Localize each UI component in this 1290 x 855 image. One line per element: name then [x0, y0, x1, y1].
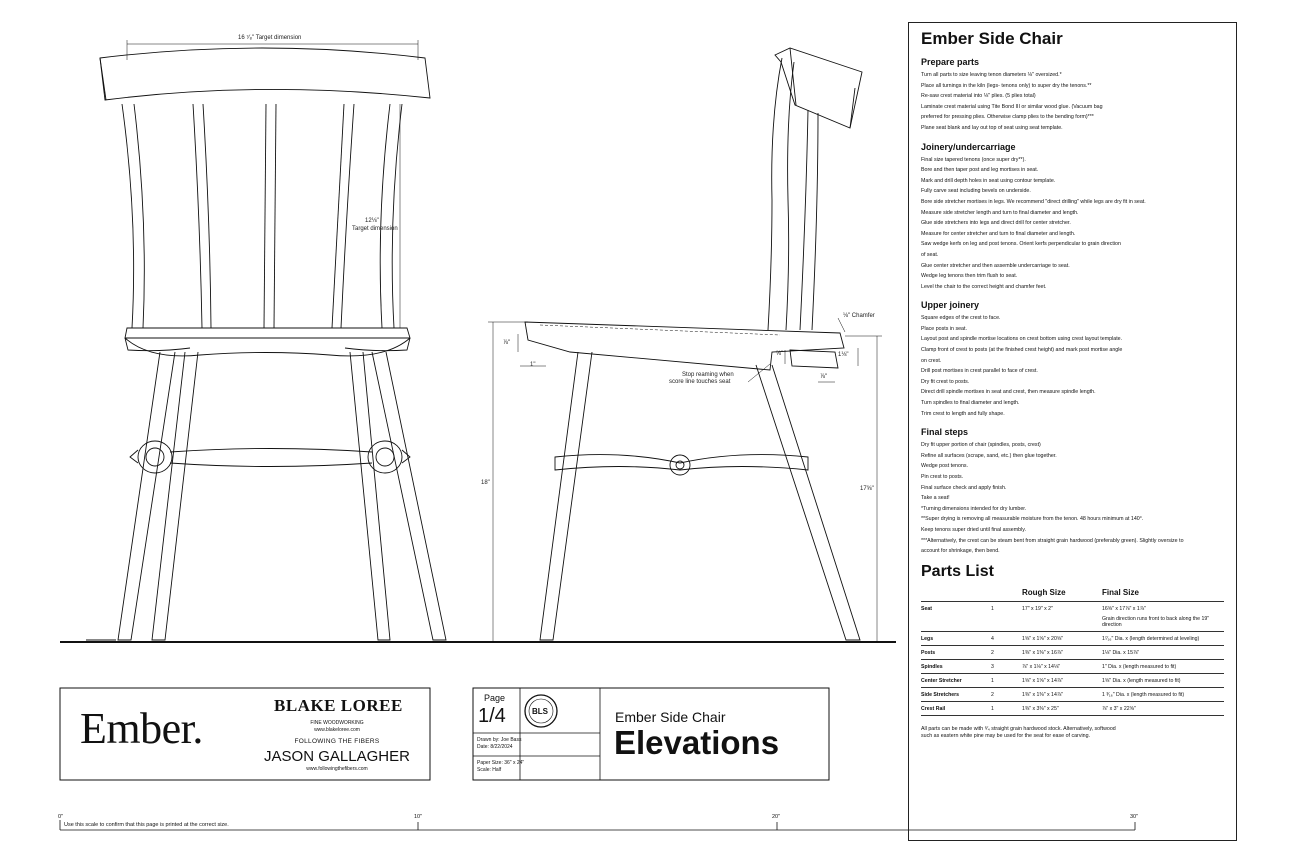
part-final-size: 1" Dia. x (length measured to fit): [1102, 663, 1177, 670]
final-size-header: Final Size: [1102, 588, 1139, 598]
step-line: preferred for pressing plies. Otherwise clamp plies to the bending form)***: [921, 114, 1094, 121]
seat-setback-dimension: 1": [530, 362, 536, 368]
step-line: Bore and then taper post and leg mortises in seat.: [921, 167, 1039, 174]
part-name: Crest Rail: [921, 705, 946, 712]
side-stretcher: [555, 455, 808, 470]
parts-list-header: [921, 585, 1224, 602]
front-left-stretcher-end: [138, 441, 172, 473]
step-line: Dry fit upper portion of chair (spindles, posts, crest): [921, 442, 1041, 449]
front-seat: [125, 328, 410, 338]
part-name: Seat: [921, 605, 932, 612]
part-final-size: 1 ³⁄₁₆" Dia. x (length measured to fit): [1102, 691, 1185, 698]
step-line: Re-saw crest material into ⅛" plies. (5 plies total): [921, 93, 1036, 100]
step-line: Take a seat!: [921, 495, 950, 502]
bevel-dimension-c: ⅞": [820, 374, 828, 380]
step-line: Glue center stretcher and then assemble undercarriage to seat.: [921, 262, 1070, 269]
step-line: Refine all surfaces (scrape, sand, etc.) then glue together.: [921, 452, 1057, 459]
side-front-leg: [540, 352, 592, 640]
parts-row: [921, 674, 1224, 688]
spindle-height-dimension: 12⅛": [365, 218, 379, 224]
side-spindle: [800, 110, 808, 330]
scale-tick-10: 10": [414, 814, 423, 820]
parts-list-rows: [921, 602, 1224, 716]
spindle-height-note: Target dimension: [352, 226, 398, 232]
part-name: Spindles: [921, 663, 943, 670]
scale-tick-30: 30": [1130, 814, 1139, 820]
section-steps: [921, 313, 1224, 419]
seat-height-back: 17⅝": [860, 486, 874, 492]
footnote-line: ***Alternatively, the crest can be steam bent from straight grain hardwood (preferably green). Slightly oversize to: [921, 537, 1184, 544]
front-right-inner-leg: [350, 352, 390, 640]
step-line: Plane seat blank and lay out top of seat using seat template.: [921, 124, 1063, 131]
side-crest-rail: [775, 48, 862, 128]
footnote-line: Keep tenons super dried until final assembly.: [921, 526, 1027, 533]
designer-url: www.followingthefibers.com: [306, 766, 368, 772]
step-line: Level the chair to the correct height and chamfer feet.: [921, 283, 1047, 290]
step-line: Measure side stretcher length and turn to final diameter and length.: [921, 209, 1079, 216]
step-line: Trim crest to length and fully shape.: [921, 410, 1005, 417]
part-rough-size: 1⅜" x 1⅜" x 14⅞": [1022, 691, 1063, 698]
scale-note: Use this scale to confirm that this page is printed at the correct size.: [64, 822, 229, 828]
step-line: Mark and drill depth holes in seat using contour template.: [921, 177, 1056, 184]
chamfer-dimension: ⅛" Chamfer: [843, 313, 875, 319]
seat-thickness-dimension: ⅞": [503, 340, 511, 346]
front-spindle-left: [193, 104, 202, 328]
part-rough-size: 1⅝" x 1⅝" x 14⅞": [1022, 677, 1063, 684]
step-line: Layout post and spindle mortise locations on crest bottom using crest layout template.: [921, 336, 1123, 343]
ream-note-line2: score line touches seat: [669, 379, 731, 385]
step-line: Square edges of the crest to face.: [921, 315, 1001, 322]
section-heading: Prepare parts: [921, 57, 980, 67]
part-qty: 2: [991, 691, 994, 698]
part-rough-size: 1⅜" x 1⅜" x 16⅞": [1022, 649, 1063, 656]
part-name: Side Stretchers: [921, 691, 960, 698]
part-rough-size: 1⅝" x 1⅝" x 20⅝": [1022, 635, 1063, 642]
step-line: Pin crest to posts.: [921, 474, 964, 480]
section-heading: Final steps: [921, 427, 969, 438]
step-line: Laminate crest material using Tite Bond III or similar wood glue. (Vacuum bag: [921, 103, 1103, 110]
section-heading: Upper joinery: [921, 300, 980, 311]
part-rough-size: 1⅜" x 3⅜" x 25": [1022, 705, 1059, 712]
drawing-date: Date: 8/22/2024: [477, 744, 513, 750]
front-center-stretcher: [170, 449, 372, 467]
part-name: Center Stretcher: [921, 677, 962, 684]
blake-loree-logo: BLAKE LOREE: [274, 696, 403, 715]
bevel-dimension-b: 1⅛": [838, 352, 849, 358]
side-elevation: [488, 48, 882, 642]
drawn-by: Drawn by: Joe Bass: [477, 737, 522, 743]
step-line: Saw wedge kerfs on leg and post tenons. Orient kerfs perpendicular to grain direction: [921, 241, 1121, 248]
section-steps: [921, 155, 1224, 293]
paper-size: Paper Size: 36" x 24": [477, 760, 525, 766]
monogram-icon: BLS: [532, 707, 548, 716]
parts-row: [921, 702, 1224, 716]
step-line: Fully carve seat including bevels on underside.: [921, 188, 1031, 195]
bevel-dimension-a: ⅝": [776, 351, 784, 357]
step-line: Measure for center stretcher and turn to final diameter and length.: [921, 230, 1076, 237]
parts-row: [921, 602, 1224, 632]
footnote-line: *Turning dimensions intended for dry lumber.: [921, 505, 1027, 512]
step-line: of seat.: [921, 251, 939, 258]
designer-name: JASON GALLAGHER: [264, 748, 410, 765]
tagline: FOLLOWING THE FIBERS: [294, 738, 380, 745]
parts-row: [921, 688, 1224, 702]
step-line: Direct drill spindle mortises in seat and crest, then measure spindle length.: [921, 389, 1096, 396]
part-final-size: ⅞" x 3" x 22⅝": [1102, 705, 1136, 712]
part-final-size: 16⅝" x 17⅞" x 1⅞" Grain direction runs front to back along the 19" direction: [1102, 606, 1224, 628]
parts-list-footnote: All parts can be made with ⁶⁄₄ straight grain hardwood stock. Alternatively, softwood such as eastern white pine may be used for the seat for ease of carving.: [921, 725, 1116, 739]
part-name: Legs: [921, 635, 934, 642]
page-label: Page: [484, 693, 506, 703]
step-line: Wedge post tenons.: [921, 463, 969, 470]
step-line: Wedge leg tenons then trim flush to seat.: [921, 273, 1018, 280]
instruction-sections: [921, 57, 1224, 504]
step-line: Final surface check and apply finish.: [921, 484, 1007, 491]
scale-tick-0: 0": [58, 814, 64, 820]
part-qty: 4: [991, 635, 994, 642]
parts-row: [921, 660, 1224, 674]
ream-note-line1: Stop reaming when: [682, 372, 734, 378]
footnote-line: account for shrinkage, then bend.: [921, 548, 1000, 555]
ember-logo: Ember.: [80, 704, 203, 753]
brand-url: www.blakeloree.com: [314, 727, 360, 733]
parts-row: [921, 646, 1224, 660]
part-qty: 2: [991, 649, 994, 656]
part-note: Grain direction runs front to back along the 19" direction: [1102, 615, 1210, 628]
step-line: Turn spindles to final diameter and length.: [921, 400, 1020, 407]
front-left-inner-leg: [152, 352, 198, 640]
front-right-post: [380, 104, 390, 328]
front-elevation: [86, 40, 446, 642]
panel-title: Ember Side Chair: [921, 29, 1063, 48]
front-right-outer-leg: [372, 352, 446, 640]
side-back-post: [768, 58, 782, 330]
step-line: Clamp front of crest to posts (at the finished crest height) and mark post mortise angle: [921, 347, 1123, 354]
part-name: Posts: [921, 649, 936, 656]
step-line: Drill post mortises in crest parallel to face of crest.: [921, 368, 1038, 375]
section-steps: [921, 70, 1224, 134]
scale-tick-20: 20": [772, 814, 781, 820]
step-line: Turn all parts to size leaving tenon diameters ⅛" oversized.*: [921, 72, 1062, 78]
footnote-line: **Super drying is removing all measurable moisture from the tenon. 48 hours minimum at 140°.: [921, 516, 1144, 523]
side-seat: [525, 322, 844, 370]
seat-height-front: 18": [481, 480, 490, 486]
step-line: Bore side stretcher mortises in legs. We recommend "direct drilling" while legs are dry fit in seat.: [921, 198, 1146, 205]
step-line: Dry fit crest to posts.: [921, 378, 970, 385]
front-left-post: [122, 104, 134, 328]
drawing-scale: Scale: Half: [477, 767, 502, 773]
page-number: 1/4: [478, 705, 506, 727]
front-crest-rail: [100, 48, 430, 100]
step-line: on crest.: [921, 357, 942, 364]
brand-subtitle: FINE WOODWORKING: [310, 720, 364, 726]
part-qty: 1: [991, 705, 994, 712]
instructions-panel: [908, 22, 1237, 841]
part-rough-size: ⅞" x 1⅛" x 14⅛": [1022, 663, 1061, 670]
crest-width-dimension: 16 ⁷⁄₈" Target dimension: [238, 35, 302, 41]
part-qty: 1: [991, 605, 994, 612]
section-heading: Joinery/undercarriage: [921, 141, 1016, 152]
step-line: Place all turnings in the kiln (legs- tenons only) to super dry the tenons.**: [921, 82, 1092, 89]
step-line: Final size tapered tenons (once super dry**).: [921, 156, 1026, 163]
part-final-size: 1⁷⁄₁₆" Dia. x (length determined at leveling): [1102, 635, 1200, 642]
front-spindle-center: [264, 104, 266, 328]
sheet-title: Elevations: [614, 724, 780, 761]
parts-list-title: Parts List: [921, 562, 994, 580]
footnotes: [921, 504, 1224, 557]
rough-size-header: Rough Size: [1022, 588, 1066, 598]
part-qty: 3: [991, 663, 994, 670]
section-steps: [921, 440, 1224, 504]
part-rough-size: 17" x 19" x 2": [1022, 605, 1053, 612]
step-line: Glue side stretchers into legs and direct drill for center stretcher.: [921, 220, 1071, 227]
part-final-size: 1⅝" Dia. x (length measured to fit): [1102, 677, 1181, 684]
part-final-size: 1⅛" Dia. x 15⅞": [1102, 649, 1140, 656]
part-qty: 1: [991, 677, 994, 684]
sheet-subtitle: Ember Side Chair: [615, 709, 726, 725]
step-line: Place posts in seat.: [921, 325, 967, 332]
side-back-leg: [756, 365, 860, 640]
parts-row: [921, 632, 1224, 646]
front-left-outer-leg: [118, 352, 175, 640]
